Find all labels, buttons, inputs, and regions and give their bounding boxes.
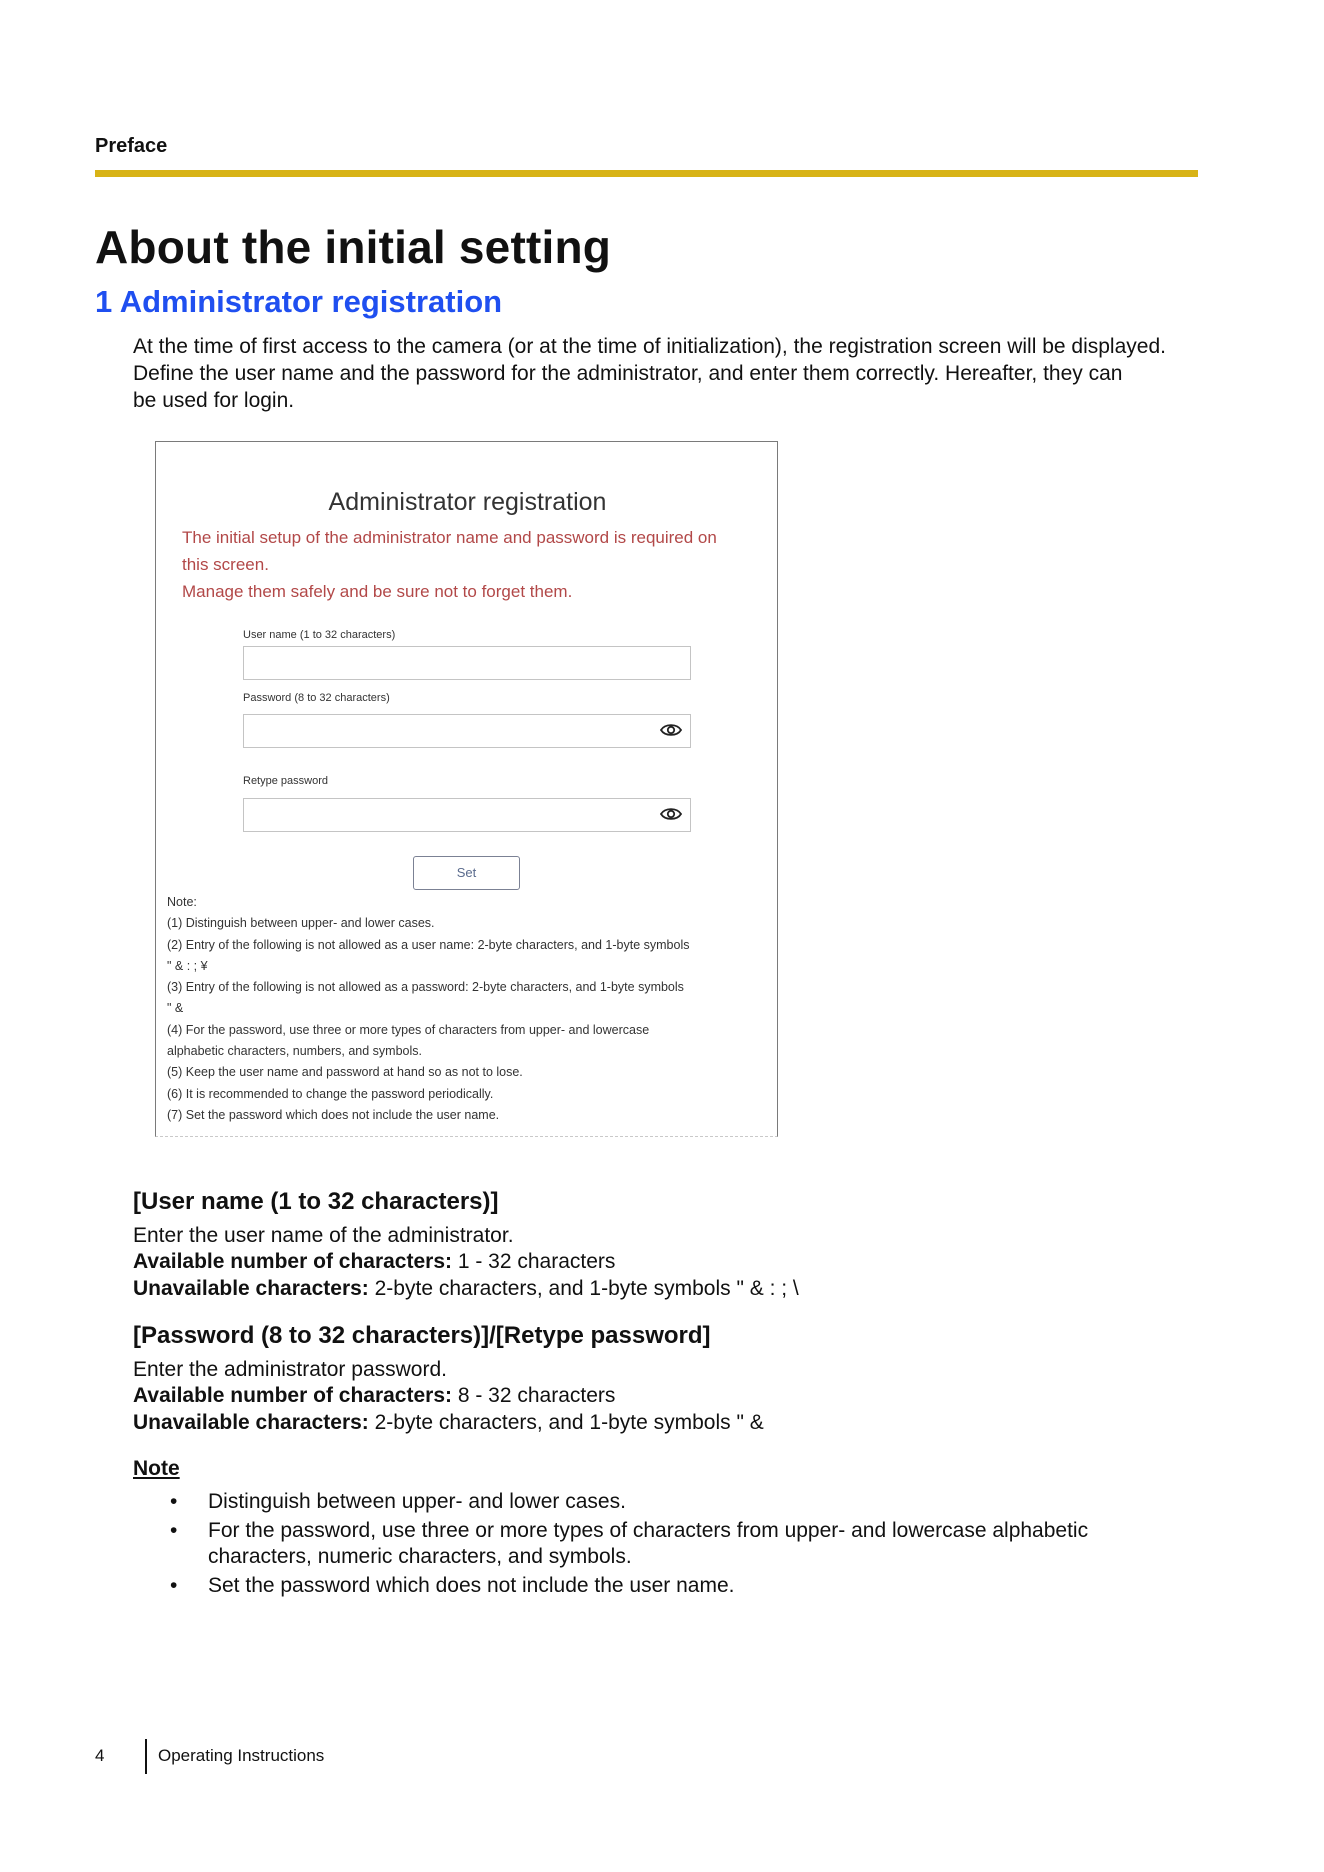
note-line: (4) For the password, use three or more types of characters from upper- and lowercase xyxy=(167,1022,650,1037)
intro-line: be used for login. xyxy=(133,389,295,412)
note-line: (1) Distinguish between upper- and lower cases. xyxy=(167,916,435,931)
bullet-icon: • xyxy=(170,1573,178,1597)
available-value: 1 - 32 characters xyxy=(452,1250,616,1273)
password-eye-wrapper xyxy=(243,714,691,748)
note-line: " & xyxy=(167,1001,184,1016)
bullet-icon: • xyxy=(170,1490,178,1513)
list-item-text: Distinguish between upper- and lower cases. xyxy=(208,1490,626,1513)
warning-line: The initial setup of the administrator name and password is required on xyxy=(182,528,717,547)
warning-line: this screen. xyxy=(182,555,269,574)
list-item xyxy=(170,1518,1170,1571)
username-label: User name (1 to 32 characters) xyxy=(243,629,396,641)
available-value: 8 - 32 characters xyxy=(452,1384,616,1407)
intro-line: At the time of first access to the camera (or at the time of initialization), the registration screen will be displayed. xyxy=(133,335,1166,358)
username-input[interactable] xyxy=(243,646,691,680)
registration-title: Administrator registration xyxy=(328,488,607,516)
username-unavailable xyxy=(133,1276,799,1302)
available-label: Available number of characters: xyxy=(133,1250,452,1273)
note-heading: Note xyxy=(133,1457,180,1480)
note-list xyxy=(170,1489,1170,1601)
list-item-text: Set the password which does not include the user name. xyxy=(208,1573,735,1597)
page-title: About the initial setting xyxy=(95,221,612,273)
list-item-text: For the password, use three or more types of characters from upper- and lowercase alphabetic characters, numeric characters, and symbols. xyxy=(208,1518,1089,1568)
username-heading: [User name (1 to 32 characters)] xyxy=(133,1188,499,1215)
bullet-icon: • xyxy=(170,1518,178,1542)
username-description: Enter the user name of the administrator. xyxy=(133,1224,514,1247)
footer-title: Operating Instructions xyxy=(158,1746,325,1765)
section-label: Preface xyxy=(95,135,168,157)
note-line: (6) It is recommended to change the password periodically. xyxy=(167,1086,494,1101)
registration-notes xyxy=(167,892,772,1126)
section-subtitle: 1 Administrator registration xyxy=(95,284,503,319)
note-line: (2) Entry of the following is not allowed as a user name: 2-byte characters, and 1-byte symbols xyxy=(167,937,690,952)
page-number: 4 xyxy=(95,1746,105,1765)
eye-icon[interactable] xyxy=(660,806,682,822)
warning-line: Manage them safely and be sure not to forget them. xyxy=(182,582,573,601)
footer-divider xyxy=(145,1739,147,1774)
unavailable-value: 2-byte characters, and 1-byte symbols " & : ; \ xyxy=(368,1277,799,1300)
note-line: (7) Set the password which does not include the user name. xyxy=(167,1107,500,1122)
note-line: alphabetic characters, numbers, and symbols. xyxy=(167,1044,422,1059)
note-line: " & : ; ¥ xyxy=(167,958,208,973)
note-line: (5) Keep the user name and password at hand so as not to lose. xyxy=(167,1065,523,1080)
list-item xyxy=(170,1573,1170,1600)
password-label: Password (8 to 32 characters) xyxy=(243,692,390,704)
password-heading: [Password (8 to 32 characters)]/[Retype password] xyxy=(133,1322,711,1349)
registration-warning xyxy=(182,524,762,605)
retype-eye-wrapper xyxy=(243,798,691,832)
note-line: Note: xyxy=(167,895,197,909)
password-unavailable xyxy=(133,1410,764,1436)
set-button[interactable]: Set xyxy=(413,856,520,890)
list-item xyxy=(170,1489,1170,1516)
available-label: Available number of characters: xyxy=(133,1384,452,1407)
unavailable-label: Unavailable characters: xyxy=(133,1277,369,1300)
retype-label: Retype password xyxy=(243,775,328,787)
registration-screenshot xyxy=(155,441,778,1137)
header-rule xyxy=(95,170,1198,177)
password-description: Enter the administrator password. xyxy=(133,1358,447,1381)
intro-paragraph xyxy=(133,333,1213,414)
password-available xyxy=(133,1383,615,1409)
unavailable-label: Unavailable characters: xyxy=(133,1411,369,1434)
username-available xyxy=(133,1249,615,1275)
intro-line: Define the user name and the password for the administrator, and enter them correctly. Hereafter, they can xyxy=(133,362,1123,385)
eye-icon[interactable] xyxy=(660,722,682,738)
note-line: (3) Entry of the following is not allowed as a password: 2-byte characters, and 1-byte symbols xyxy=(167,980,684,995)
unavailable-value: 2-byte characters, and 1-byte symbols " & xyxy=(368,1411,764,1434)
